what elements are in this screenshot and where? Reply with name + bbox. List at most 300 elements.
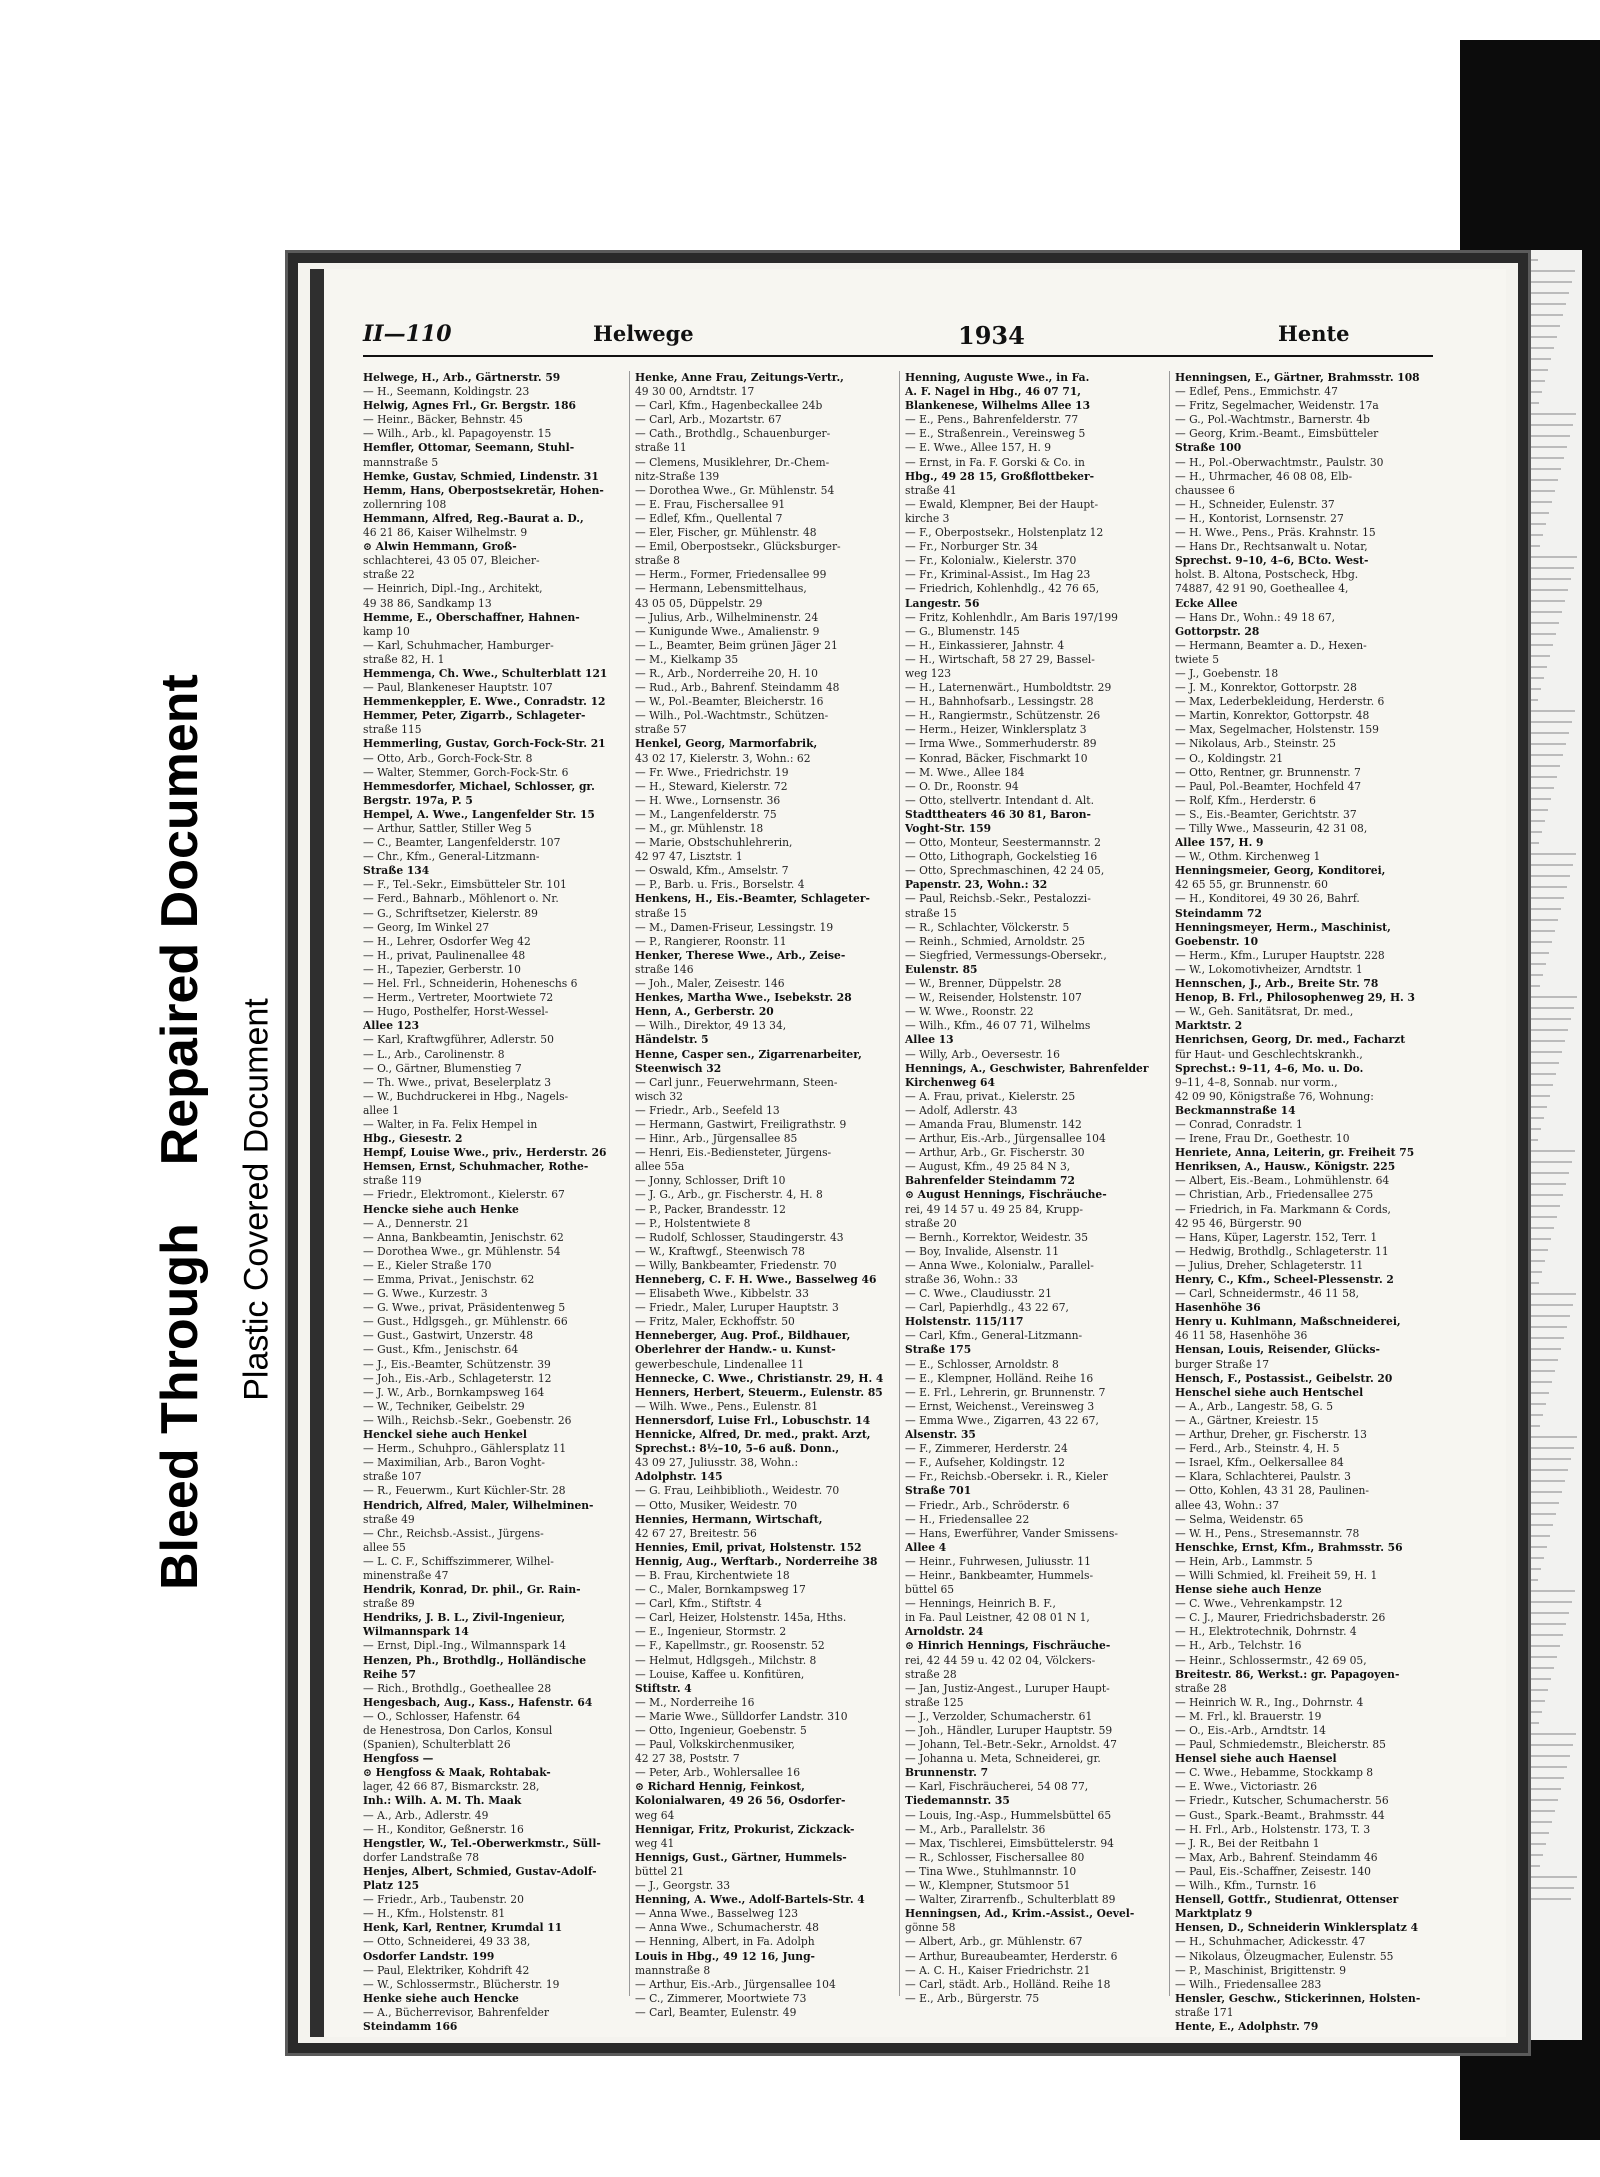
directory-line: — Hein, Arb., Lammstr. 5: [1175, 1554, 1313, 1568]
directory-line: Oberlehrer der Handw.- u. Kunst-: [635, 1343, 836, 1357]
directory-line: — Maximilian, Arb., Baron Voght-: [363, 1456, 545, 1470]
directory-line: — Cath., Brothdlg., Schauenburger-: [635, 427, 831, 441]
directory-line: — Wilh., Friedensallee 283: [1175, 1977, 1322, 1991]
directory-line: — Carl, Beamter, Eulenstr. 49: [635, 2005, 797, 2019]
directory-line: — J. G., Arb., gr. Fischerstr. 4, H. 8: [635, 1188, 823, 1202]
directory-line: — Wilh. Wwe., Pens., Eulenstr. 81: [635, 1399, 819, 1413]
directory-line: Steindamm 166: [363, 2019, 458, 2033]
directory-line: — J., Georgstr. 33: [635, 1879, 731, 1893]
directory-page: [285, 250, 1531, 2056]
directory-line: Eulenstr. 85: [905, 962, 978, 976]
directory-line: — E., Kieler Straße 170: [363, 1258, 492, 1272]
directory-line: — A., Gärtner, Kreiestr. 15: [1175, 1413, 1319, 1427]
directory-line: — Herm., Kfm., Luruper Hauptstr. 228: [1175, 948, 1385, 962]
directory-line: — F., Kapellmstr., gr. Roosenstr. 52: [635, 1639, 825, 1653]
directory-line: Hente, E., Adolphstr. 79: [1175, 2019, 1319, 2033]
directory-line: weg 41: [635, 1836, 675, 1850]
directory-line: 46 11 58, Hasenhöhe 36: [1175, 1329, 1308, 1343]
directory-line: — Fr., Kriminal-Assist., Im Hag 23: [905, 568, 1091, 582]
directory-line: Hemmenkeppler, E. Wwe., Conradstr. 12: [363, 695, 606, 709]
directory-line: — G. Wwe., privat, Präsidentenweg 5: [363, 1301, 566, 1315]
directory-line: — Rudolf, Schlosser, Staudingerstr. 43: [635, 1230, 844, 1244]
directory-line: Henschke, Ernst, Kfm., Brahmsstr. 56: [1175, 1540, 1403, 1554]
directory-line: — H., Elektrotechnik, Dohrnstr. 4: [1175, 1625, 1357, 1639]
directory-column-2: [629, 371, 897, 2019]
directory-line: — Dorothea Wwe., gr. Mühlenstr. 54: [363, 1244, 561, 1258]
directory-line: — Gust., Kfm., Jenischstr. 64: [363, 1343, 519, 1357]
directory-line: Hennecke, C. Wwe., Christianstr. 29, H. 4: [635, 1371, 884, 1385]
directory-line: Hennig, Aug., Werftarb., Norderreihe 38: [635, 1554, 878, 1568]
directory-line: — Anna Wwe., Basselweg 123: [635, 1907, 799, 1921]
directory-line: — Henning, Albert, in Fa. Adolph: [635, 1935, 815, 1949]
directory-line: — W., Brenner, Düppelstr. 28: [905, 977, 1062, 991]
directory-line: — Anna Wwe., Schumacherstr. 48: [635, 1921, 819, 1935]
directory-line: — H., Schneider, Eulenstr. 37: [1175, 497, 1335, 511]
directory-line: — Ferd., Bahnarb., Möhlenort o. Nr.: [363, 892, 559, 906]
label-bleed-through: Bleed Through: [151, 1223, 209, 1590]
directory-line: Goebenstr. 10: [1175, 934, 1259, 948]
directory-line: — Selma, Weidenstr. 65: [1175, 1512, 1304, 1526]
directory-line: — Wilh., Kfm., Turnstr. 16: [1175, 1879, 1317, 1893]
directory-line: schlachterei, 43 05 07, Bleicher-: [363, 554, 540, 568]
directory-line: Hensell, Gottfr., Studienrat, Ottenser: [1175, 1893, 1399, 1907]
directory-line: Helwig, Agnes Frl., Gr. Bergstr. 186: [363, 399, 576, 413]
directory-line: — H., Uhrmacher, 46 08 08, Elb-: [1175, 469, 1353, 483]
directory-line: — O., Koldingstr. 21: [1175, 751, 1284, 765]
directory-line: Sprechst.: 8½–10, 5–6 auß. Donn.,: [635, 1442, 840, 1456]
directory-line: — Carl, Kfm., Hagenbeckallee 24b: [635, 399, 823, 413]
directory-line: — August, Kfm., 49 25 84 N 3,: [905, 1160, 1071, 1174]
directory-line: — Rud., Arb., Bahrenf. Steindamm 48: [635, 681, 840, 695]
directory-line: — Heinr., Schlossermstr., 42 69 05,: [1175, 1653, 1367, 1667]
directory-line: — H., Bahnhofsarb., Lessingstr. 28: [905, 695, 1094, 709]
directory-line: Papenstr. 23, Wohn.: 32: [905, 878, 1048, 892]
header-first-name: Helwege: [593, 321, 694, 346]
directory-line: Henneberg, C. F. H. Wwe., Basselweg 46: [635, 1273, 877, 1286]
directory-line: — Georg, Krim.-Beamt., Eimsbütteler: [1175, 427, 1379, 441]
directory-line: — H., Konditor, Geßnerstr. 16: [363, 1822, 524, 1836]
directory-line: zollernring 108: [363, 497, 447, 511]
directory-line: — Carl junr., Feuerwehrmann, Steen-: [635, 1075, 838, 1089]
directory-line: weg 64: [635, 1808, 675, 1822]
directory-line: — Ewald, Klempner, Bei der Haupt-: [905, 497, 1099, 511]
directory-line: — M., Langenfelderstr. 75: [635, 807, 777, 821]
directory-line: — Paul, Volkskirchenmusiker,: [635, 1738, 795, 1752]
directory-line: Platz 125: [363, 1879, 420, 1893]
label-repaired-document: Repaired Document: [151, 674, 209, 1166]
directory-line: — Otto, Ingenieur, Goebenstr. 5: [635, 1724, 807, 1737]
directory-line: — Tilly Wwe., Masseurin, 42 31 08,: [1175, 822, 1368, 835]
directory-line: — H., Wirtschaft, 58 27 29, Bassel-: [905, 652, 1095, 666]
directory-line: — Walter, in Fa. Felix Hempel in: [363, 1117, 538, 1131]
directory-line: — F., Zimmerer, Herderstr. 24: [905, 1442, 1068, 1456]
directory-line: Hensler, Geschw., Stickerinnen, Holsten-: [1175, 1991, 1421, 2005]
directory-line: — H. Frl., Arb., Holstenstr. 173, T. 3: [1175, 1822, 1371, 1836]
directory-line: Hennicke, Alfred, Dr. med., prakt. Arzt,: [635, 1428, 871, 1442]
directory-line: 46 21 86, Kaiser Wilhelmstr. 9: [363, 526, 528, 540]
directory-line: — Elisabeth Wwe., Kibbelstr. 33: [635, 1287, 809, 1301]
directory-line: — Friedr., Kutscher, Schumacherstr. 56: [1175, 1794, 1389, 1808]
directory-line: — Julius, Dreher, Schlageterstr. 11: [1175, 1258, 1364, 1272]
directory-line: — Hans Dr., Wohn.: 49 18 67,: [1175, 610, 1336, 624]
directory-line: — H. Wwe., Lornsenstr. 36: [635, 793, 781, 807]
directory-line: Henn, A., Gerberstr. 20: [635, 1005, 774, 1019]
directory-line: — Arthur, Dreher, gr. Fischerstr. 13: [1175, 1428, 1367, 1442]
directory-line: Allee 13: [905, 1033, 954, 1047]
directory-line: — W., Othm. Kirchenweg 1: [1175, 850, 1321, 864]
directory-line: — Louis, Ing.-Asp., Hummelsbüttel 65: [905, 1808, 1112, 1822]
directory-line: Helwege, H., Arb., Gärtnerstr. 59: [363, 371, 561, 384]
directory-line: — Hans, Küper, Lagerstr. 152, Terr. 1: [1175, 1230, 1378, 1244]
directory-line: — Otto, Sprechmaschinen, 42 24 05,: [905, 864, 1105, 878]
directory-line: — P., Barb. u. Fris., Borselstr. 4: [635, 878, 805, 892]
directory-line: straße 57: [635, 723, 687, 737]
directory-line: — Otto, stellvertr. Intendant d. Alt.: [905, 793, 1094, 807]
directory-line: — Carl, Arb., Mozartstr. 67: [635, 413, 782, 427]
directory-line: — E. Frl., Lehrerin, gr. Brunnenstr. 7: [905, 1385, 1106, 1399]
page-number: II—110: [363, 321, 452, 347]
directory-line: — Hinr., Arb., Jürgensallee 85: [635, 1132, 798, 1146]
directory-line: mannstraße 5: [363, 455, 439, 469]
directory-line: — E., Pens., Bahrenfelderstr. 77: [905, 413, 1079, 427]
directory-line: — Chr., Reichsb.-Assist., Jürgens-: [363, 1526, 544, 1540]
directory-line: — Siegfried, Vermessungs-Obersekr.,: [905, 948, 1107, 962]
directory-line: Hemmesdorfer, Michael, Schlosser, gr.: [363, 779, 595, 793]
directory-line: — F., Tel.-Sekr., Eimsbütteler Str. 101: [363, 878, 567, 892]
directory-line: — H., Konditorei, 49 30 26, Bahrf.: [1175, 892, 1360, 906]
directory-line: — Hugo, Posthelfer, Horst-Wessel-: [363, 1005, 549, 1019]
directory-line: — J., Verzolder, Schumacherstr. 61: [905, 1709, 1093, 1723]
directory-line: — Klara, Schlachterei, Paulstr. 3: [1175, 1470, 1351, 1484]
directory-line: Hengfoss —: [363, 1752, 434, 1766]
directory-line: ⊙ Hengfoss & Maak, Rohtabak-: [363, 1766, 551, 1780]
directory-line: — E., Schlosser, Arnoldstr. 8: [905, 1357, 1059, 1371]
directory-line: — Arthur, Eis.-Arb., Jürgensallee 104: [635, 1977, 836, 1991]
directory-line: — Hans, Ewerführer, Vander Smissens-: [905, 1526, 1119, 1540]
directory-line: — Friedrich, in Fa. Markmann & Cords,: [1175, 1202, 1391, 1216]
directory-line: — F., Aufseher, Koldingstr. 12: [905, 1456, 1065, 1470]
directory-line: Hemm, Hans, Oberpostsekretär, Hohen-: [363, 483, 604, 497]
directory-line: — Joh., Maler, Zeisestr. 146: [635, 977, 785, 991]
directory-line: Bahrenfelder Steindamm 72: [905, 1174, 1075, 1188]
directory-line: — R., Schlachter, Völckerstr. 5: [905, 920, 1070, 934]
directory-line: — Paul, Elektriker, Kohdrift 42: [363, 1963, 530, 1977]
directory-line: — H., Pol.-Oberwachtmstr., Paulstr. 30: [1175, 455, 1384, 469]
directory-line: — E., Arb., Bürgerstr. 75: [905, 1991, 1040, 2005]
directory-line: — Wilh., Reichsb.-Sekr., Goebenstr. 26: [363, 1413, 572, 1427]
directory-line: 49 38 86, Sandkamp 13: [363, 596, 492, 610]
directory-column-3: [899, 371, 1167, 2005]
directory-line: ⊙ Richard Hennig, Feinkost,: [635, 1780, 805, 1794]
directory-line: Henneberger, Aug. Prof., Bildhauer,: [635, 1329, 851, 1343]
directory-line: kirche 3: [905, 511, 950, 525]
directory-line: — Friedrich, Kohlenhdlg., 42 76 65,: [905, 582, 1100, 596]
directory-line: Henningsen, Ad., Krim.-Assist., Oevel-: [905, 1907, 1135, 1921]
directory-line: gönne 58: [905, 1921, 956, 1935]
directory-line: — Johann, Tel.-Betr.-Sekr., Arnoldst. 47: [905, 1738, 1117, 1752]
directory-line: Kirchenweg 64: [905, 1075, 995, 1089]
directory-line: Henry, C., Kfm., Scheel-Plessenstr. 2: [1175, 1273, 1394, 1286]
directory-line: — J. W., Arb., Bornkampsweg 164: [363, 1385, 545, 1399]
directory-line: Straße 701: [905, 1484, 972, 1498]
directory-line: straße 41: [905, 483, 957, 497]
directory-line: Hemmerling, Gustav, Gorch-Fock-Str. 21: [363, 737, 606, 751]
directory-line: — Paul, Reichsb.-Sekr., Pestalozzi-: [905, 892, 1091, 906]
directory-line: — Gust., Gastwirt, Unzerstr. 48: [363, 1329, 533, 1343]
directory-line: Händelstr. 5: [635, 1033, 709, 1047]
directory-line: — Carl, Schneidermstr., 46 11 58,: [1175, 1287, 1360, 1301]
directory-columns: [363, 371, 1438, 2033]
directory-line: — Anna Wwe., Kolonialw., Parallel-: [905, 1258, 1094, 1272]
directory-line: — Otto, Lithograph, Gockelstieg 16: [905, 850, 1098, 864]
directory-line: — Fr., Norburger Str. 34: [905, 540, 1038, 554]
directory-line: Brunnenstr. 7: [905, 1766, 989, 1780]
directory-line: straße 11: [635, 441, 687, 455]
directory-line: — P., Rangierer, Roonstr. 11: [635, 934, 787, 948]
directory-line: Hensel siehe auch Haensel: [1175, 1752, 1337, 1766]
directory-line: Allee 4: [905, 1540, 947, 1554]
directory-line: — Max, Lederbekleidung, Herderstr. 6: [1175, 695, 1385, 709]
directory-line: Hemmer, Peter, Zigarrb., Schlageter-: [363, 709, 586, 723]
directory-line: — Peter, Arb., Wohlersallee 16: [635, 1766, 801, 1780]
directory-column-4: [1169, 371, 1437, 2033]
directory-line: — Fritz, Kohlenhdlr., Am Baris 197/199: [905, 610, 1118, 624]
directory-line: Henningsmeyer, Herm., Maschinist,: [1175, 920, 1391, 934]
directory-line: — Willy, Arb., Oeversestr. 16: [905, 1047, 1060, 1061]
directory-line: — H., privat, Paulinenallee 48: [363, 948, 526, 962]
directory-line: — Clemens, Musiklehrer, Dr.-Chem-: [635, 455, 830, 469]
directory-line: Voght-Str. 159: [905, 822, 992, 835]
directory-line: straße 82, H. 1: [363, 652, 445, 666]
directory-line: — J., Goebenstr. 18: [1175, 666, 1279, 680]
directory-line: Sprechst. 9–10, 4–6, BCto. West-: [1175, 554, 1369, 568]
directory-line: — Reinh., Schmied, Arnoldstr. 25: [905, 934, 1086, 948]
directory-line: Hasenhöhe 36: [1175, 1301, 1261, 1315]
directory-line: — Dorothea Wwe., Gr. Mühlenstr. 54: [635, 483, 835, 497]
directory-line: — L., Arb., Carolinenstr. 8: [363, 1047, 505, 1061]
directory-line: — S., Eis.-Beamter, Gerichtstr. 37: [1175, 807, 1357, 821]
directory-line: — G. Frau, Leihbiblioth., Weidestr. 70: [635, 1484, 840, 1498]
directory-line: Hendrik, Konrad, Dr. phil., Gr. Rain-: [363, 1583, 581, 1597]
directory-line: — Martin, Konrektor, Gottorpstr. 48: [1175, 709, 1370, 723]
directory-line: Hense siehe auch Henze: [1175, 1583, 1322, 1597]
directory-line: — Walter, Zirarrenfb., Schulterblatt 89: [905, 1893, 1116, 1907]
directory-line: — Max, Segelmacher, Holstenstr. 159: [1175, 723, 1379, 737]
directory-line: — Herm., Heizer, Winklersplatz 3: [905, 723, 1087, 737]
directory-line: Hennschen, J., Arb., Breite Str. 78: [1175, 977, 1379, 991]
directory-line: Hendriks, J. B. L., Zivil-Ingenieur,: [363, 1611, 566, 1625]
directory-line: — J., Eis.-Beamter, Schützenstr. 39: [363, 1357, 551, 1371]
directory-line: A. F. Nagel in Hbg., 46 07 71,: [905, 385, 1081, 399]
directory-line: rei, 42 44 59 u. 42 02 04, Völckers-: [905, 1653, 1096, 1667]
directory-line: Hemfler, Ottomar, Seemann, Stuhl-: [363, 441, 575, 455]
directory-line: Hempel, A. Wwe., Langenfelder Str. 15: [363, 807, 595, 821]
directory-line: — B. Frau, Kirchentwiete 18: [635, 1568, 790, 1582]
directory-line: — Gust., Spark.-Beamt., Brahmsstr. 44: [1175, 1808, 1385, 1822]
directory-line: — G., Pol.-Wachtmstr., Barnerstr. 4b: [1175, 413, 1370, 427]
directory-line: dorfer Landstraße 78: [363, 1850, 480, 1864]
directory-line: de Henestrosa, Don Carlos, Konsul: [363, 1724, 553, 1737]
directory-line: — Ernst, Weichenst., Vereinsweg 3: [905, 1399, 1095, 1413]
directory-line: büttel 65: [905, 1583, 955, 1597]
directory-line: — C., Zimmerer, Moortwiete 73: [635, 1991, 807, 2005]
directory-line: — Helmut, Hdlgsgeh., Milchstr. 8: [635, 1653, 817, 1667]
directory-line: — Arthur, Eis.-Arb., Jürgensallee 104: [905, 1132, 1106, 1146]
directory-line: — Karl, Schuhmacher, Hamburger-: [363, 638, 554, 652]
directory-line: Hbg., Giesestr. 2: [363, 1132, 463, 1146]
directory-line: nitz-Straße 139: [635, 469, 720, 483]
directory-line: — Bernh., Korrektor, Weidestr. 35: [905, 1230, 1089, 1244]
directory-line: Sprechst.: 9–11, 4–6, Mo. u. Do.: [1175, 1061, 1364, 1075]
directory-line: allee 55: [363, 1540, 406, 1554]
directory-line: — Otto, Monteur, Seestermannstr. 2: [905, 836, 1101, 850]
directory-line: — Georg, Im Winkel 27: [363, 920, 490, 934]
directory-line: — Jonny, Schlosser, Drift 10: [635, 1174, 786, 1188]
directory-line: — G., Schriftsetzer, Kielerstr. 89: [363, 906, 538, 920]
directory-line: allee 43, Wohn.: 37: [1175, 1498, 1280, 1512]
directory-line: allee 55a: [635, 1160, 685, 1174]
directory-line: büttel 21: [635, 1864, 685, 1878]
directory-line: — A. Frau, privat., Kielerstr. 25: [905, 1089, 1076, 1103]
directory-line: holst. B. Altona, Postscheck, Hbg.: [1175, 568, 1359, 582]
directory-line: Bergstr. 197a, P. 5: [363, 793, 473, 807]
directory-line: Henschel siehe auch Hentschel: [1175, 1385, 1364, 1399]
directory-line: — Rich., Brothdlg., Goetheallee 28: [363, 1681, 552, 1695]
directory-line: — P., Holstentwiete 8: [635, 1216, 751, 1230]
page-header: [363, 315, 1433, 357]
directory-line: — Ernst, Dipl.-Ing., Wilmannspark 14: [363, 1639, 567, 1653]
directory-line: Henk, Karl, Rentner, Krumdal 11: [363, 1921, 563, 1935]
directory-line: — R., Arb., Norderreihe 20, H. 10: [635, 666, 818, 680]
directory-line: Henning, A. Wwe., Adolf-Bartels-Str. 4: [635, 1893, 865, 1907]
directory-line: Henriksen, A., Hausw., Königstr. 225: [1175, 1160, 1396, 1174]
directory-line: — L. C. F., Schiffszimmerer, Wilhel-: [363, 1554, 554, 1568]
directory-line: — A. C. H., Kaiser Friedrichstr. 21: [905, 1963, 1091, 1977]
directory-line: — P., Maschinist, Brigittenstr. 9: [1175, 1963, 1347, 1977]
directory-line: — Max, Arb., Bahrenf. Steindamm 46: [1175, 1850, 1378, 1864]
directory-line: Hempf, Louise Wwe., priv., Herderstr. 26: [363, 1146, 607, 1160]
directory-line: — Hans Dr., Rechtsanwalt u. Notar,: [1175, 540, 1368, 554]
directory-line: Ecke Allee: [1175, 596, 1238, 610]
directory-line: — Max, Tischlerei, Eimsbüttelerstr. 94: [905, 1836, 1114, 1850]
directory-line: Hensen, D., Schneiderin Winklersplatz 4: [1175, 1921, 1419, 1935]
directory-line: — Fr., Reichsb.-Obersekr. i. R., Kieler: [905, 1470, 1108, 1484]
directory-line: — A., Arb., Langestr. 58, G. 5: [1175, 1399, 1334, 1413]
directory-line: Steindamm 72: [1175, 906, 1262, 920]
directory-line: rei, 49 14 57 u. 49 25 84, Krupp-: [905, 1202, 1083, 1216]
directory-line: Hennigs, Gust., Gärtner, Hummels-: [635, 1850, 847, 1864]
directory-line: — Karl, Fischräucherei, 54 08 77,: [905, 1780, 1089, 1794]
directory-line: — Nikolaus, Ölzeugmacher, Eulenstr. 55: [1175, 1949, 1394, 1963]
directory-line: Gottorpstr. 28: [1175, 624, 1260, 638]
directory-line: — Willy, Bankbeamter, Friedenstr. 70: [635, 1258, 837, 1272]
directory-line: Straße 100: [1175, 441, 1242, 455]
directory-line: — Tina Wwe., Stuhlmannstr. 10: [905, 1864, 1077, 1878]
directory-line: für Haut- und Geschlechtskrankh.,: [1175, 1047, 1363, 1061]
directory-line: Wilmannspark 14: [363, 1625, 469, 1639]
directory-line: ⊙ August Hennings, Fischräuche-: [905, 1188, 1107, 1202]
label-plastic-covered: [238, 820, 277, 1580]
directory-line: — H., Schuhmacher, Adickesstr. 47: [1175, 1935, 1366, 1949]
directory-line: — M., Norderreihe 16: [635, 1695, 755, 1709]
directory-line: — Carl, Kfm., General-Litzmann-: [905, 1329, 1083, 1343]
directory-line: weg 123: [905, 666, 952, 680]
directory-line: — Friedr., Arb., Schröderstr. 6: [905, 1498, 1070, 1512]
directory-line: 42 65 55, gr. Brunnenstr. 60: [1175, 878, 1328, 892]
directory-line: Straße 175: [905, 1343, 972, 1357]
directory-line: 42 27 38, Poststr. 7: [635, 1752, 740, 1766]
directory-line: Hensan, Louis, Reisender, Glücks-: [1175, 1343, 1380, 1357]
directory-line: — W., Pol.-Beamter, Bleicherstr. 16: [635, 695, 824, 709]
directory-line: Inh.: Wilh. A. M. Th. Maak: [363, 1794, 522, 1808]
directory-line: Louis in Hbg., 49 12 16, Jung-: [635, 1949, 815, 1963]
directory-line: straße 146: [635, 962, 694, 976]
directory-line: straße 119: [363, 1174, 422, 1188]
directory-line: — W., Geh. Sanitätsrat, Dr. med.,: [1175, 1005, 1354, 1019]
directory-line: Hengstler, W., Tel.-Oberwerkmstr., Süll-: [363, 1836, 601, 1850]
directory-line: — M. Wwe., Allee 184: [905, 765, 1025, 779]
directory-line: — Fr., Kolonialw., Kielerstr. 370: [905, 554, 1077, 568]
directory-line: — Fritz, Maler, Eckhoffstr. 50: [635, 1315, 795, 1329]
directory-line: twiete 5: [1175, 652, 1220, 666]
directory-line: — C., Beamter, Langenfelderstr. 107: [363, 836, 561, 850]
directory-line: — Friedr., Maler, Luruper Hauptstr. 3: [635, 1301, 839, 1315]
directory-line: Henker, Therese Wwe., Arb., Zeise-: [635, 948, 846, 962]
directory-line: — Walter, Stemmer, Gorch-Fock-Str. 6: [363, 765, 569, 779]
directory-line: Hennings, A., Geschwister, Bahrenfelder: [905, 1061, 1149, 1075]
directory-line: — M., Arb., Parallelstr. 36: [905, 1822, 1046, 1836]
directory-line: mannstraße 8: [635, 1963, 711, 1977]
directory-line: — Marie, Obstschuhlehrerin,: [635, 836, 793, 850]
directory-line: Henriete, Anna, Leiterin, gr. Freiheit 75: [1175, 1146, 1415, 1160]
directory-line: — Paul, Schmiedemstr., Bleicherstr. 85: [1175, 1738, 1386, 1752]
directory-line: — Hermann, Gastwirt, Freiligrathstr. 9: [635, 1117, 847, 1131]
directory-line: — Louise, Kaffee u. Konfitüren,: [635, 1667, 805, 1681]
directory-line: Henners, Herbert, Steuerm., Eulenstr. 85: [635, 1385, 883, 1399]
directory-line: straße 15: [905, 906, 957, 920]
directory-line: — Joh., Händler, Luruper Hauptstr. 59: [905, 1724, 1113, 1737]
directory-line: straße 36, Wohn.: 33: [905, 1273, 1018, 1286]
directory-line: Henke siehe auch Hencke: [363, 1991, 519, 2005]
directory-line: — Heinrich W. R., Ing., Dohrnstr. 4: [1175, 1695, 1364, 1709]
directory-line: Beckmannstraße 14: [1175, 1103, 1296, 1117]
directory-line: straße 171: [1175, 2005, 1234, 2019]
directory-line: Henningsmeier, Georg, Konditorei,: [1175, 864, 1386, 878]
directory-line: Kolonialwaren, 49 26 56, Osdorfer-: [635, 1794, 846, 1808]
directory-line: Marktstr. 2: [1175, 1019, 1243, 1033]
directory-line: — H. Wwe., Pens., Präs. Krahnstr. 15: [1175, 526, 1376, 540]
directory-line: — L., Beamter, Beim grünen Jäger 21: [635, 638, 838, 652]
directory-line: — W., Buchdruckerei in Hbg., Nagels-: [363, 1089, 569, 1103]
directory-line: — Friedr., Elektromont., Kielerstr. 67: [363, 1188, 565, 1202]
directory-line: — Otto, Rentner, gr. Brunnenstr. 7: [1175, 765, 1361, 779]
directory-line: — A., Dennerstr. 21: [363, 1216, 470, 1230]
directory-line: Henningsen, E., Gärtner, Brahmsstr. 108: [1175, 371, 1420, 384]
directory-line: Hengesbach, Aug., Kass., Hafenstr. 64: [363, 1695, 593, 1709]
label-bleed-repaired: [150, 674, 210, 1590]
directory-line: — C. Wwe., Hebamme, Stockkamp 8: [1175, 1766, 1374, 1780]
directory-line: Holstenstr. 115/117: [905, 1315, 1024, 1329]
directory-line: — R., Schlosser, Fischersallee 80: [905, 1850, 1085, 1864]
directory-line: straße 28: [905, 1667, 957, 1681]
directory-line: — Christian, Arb., Friedensallee 275: [1175, 1188, 1374, 1202]
directory-line: — Paul, Eis.-Schaffner, Zeisestr. 140: [1175, 1864, 1371, 1878]
directory-line: — Wilh., Direktor, 49 13 34,: [635, 1019, 787, 1033]
directory-line: — Willi Schmied, kl. Freiheit 59, H. 1: [1175, 1568, 1378, 1582]
directory-line: straße 89: [363, 1597, 415, 1611]
directory-line: — Herm., Schuhpro., Gählersplatz 11: [363, 1442, 567, 1456]
directory-line: — J. R., Bei der Reitbahn 1: [1175, 1836, 1320, 1850]
